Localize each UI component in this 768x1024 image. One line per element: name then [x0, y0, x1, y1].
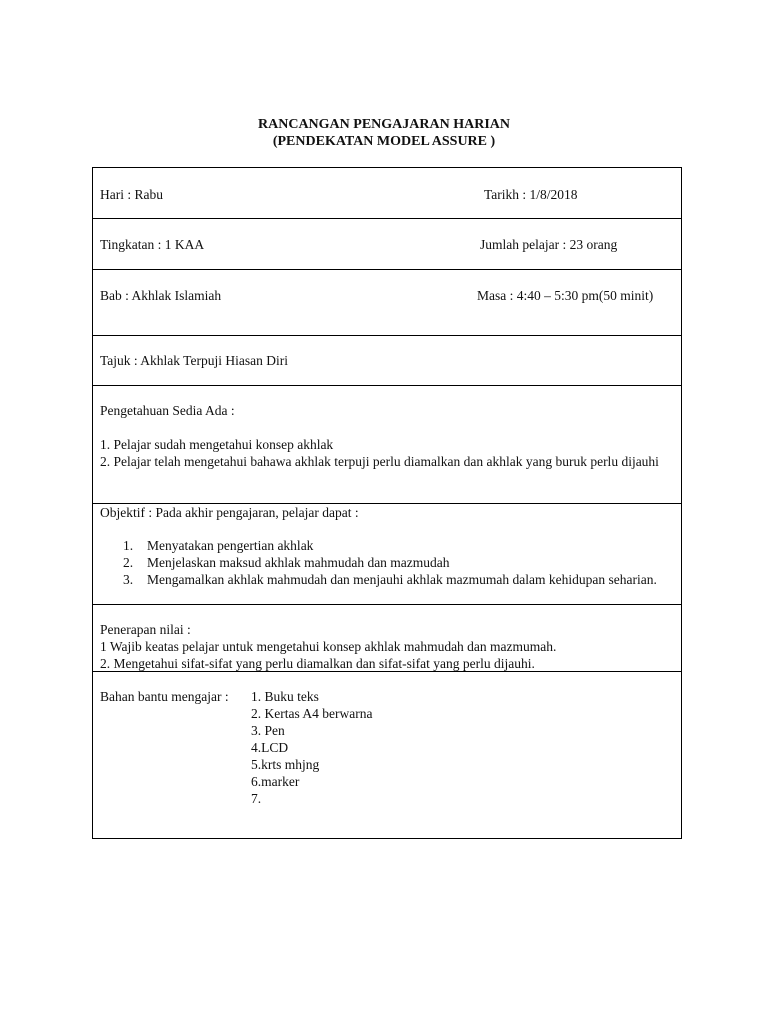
- hari-text: Hari : Rabu: [100, 187, 163, 202]
- penerapan-item-1: 1 Wajib keatas pelajar untuk mengetahui konsep akhlak mahmudah dan mazmumah.: [100, 639, 557, 654]
- tingkatan-text: Tingkatan : 1 KAA: [100, 237, 205, 252]
- penerapan-heading: Penerapan nilai :: [100, 622, 191, 637]
- objektif-item: 1. Menyatakan pengertian akhlak: [123, 538, 314, 553]
- bahan-item: 7.: [251, 791, 262, 806]
- bahan-item: 2. Kertas A4 berwarna: [251, 706, 373, 721]
- title-line-1: RANCANGAN PENGAJARAN HARIAN: [258, 117, 510, 132]
- row-objektif: [93, 503, 681, 604]
- title-line-2: (PENDEKATAN MODEL ASSURE ): [272, 134, 496, 149]
- tajuk-text: Tajuk : Akhlak Terpuji Hiasan Diri: [100, 353, 288, 368]
- bahan-list: [251, 688, 372, 807]
- row-tajuk: [93, 335, 681, 385]
- row-hari-tarikh: [93, 168, 681, 218]
- penerapan-item-2: 2. Mengetahui sifat-sifat yang perlu diamalkan dan sifat-sifat yang perlu dijauhi.: [100, 656, 535, 671]
- jumlah-text: Jumlah pelajar : 23 orang: [480, 237, 618, 252]
- pengetahuan-heading: Pengetahuan Sedia Ada :: [100, 403, 235, 418]
- bahan-item: 3. Pen: [251, 723, 285, 738]
- pengetahuan-item-1: 1. Pelajar sudah mengetahui konsep akhlak: [100, 437, 334, 452]
- bahan-item: 6.marker: [251, 774, 300, 789]
- lesson-plan-table: [92, 167, 682, 839]
- bahan-item: 4.LCD: [251, 740, 289, 755]
- row-tingkatan-jumlah: [93, 218, 681, 269]
- objektif-item: 3. Mengamalkan akhlak mahmudah dan menjauhi akhlak mazmumah dalam kehidupan seharian.: [123, 572, 657, 587]
- row-bahan: [93, 671, 681, 838]
- bab-text: Bab : Akhlak Islamiah: [100, 288, 222, 303]
- objektif-list: [123, 537, 673, 588]
- row-pengetahuan: [93, 385, 681, 503]
- bahan-item: 5.krts mhjng: [251, 757, 320, 772]
- row-bab-masa: [93, 269, 681, 335]
- objektif-heading: Objektif : Pada akhir pengajaran, pelajar dapat :: [100, 505, 359, 520]
- objektif-item: 2. Menjelaskan maksud akhlak mahmudah dan mazmudah: [123, 555, 450, 570]
- row-penerapan: [93, 604, 681, 671]
- tarikh-text: Tarikh : 1/8/2018: [484, 187, 578, 202]
- pengetahuan-item-2: 2. Pelajar telah mengetahui bahawa akhlak terpuji perlu diamalkan dan akhlak yang buruk perlu dijauhi: [100, 454, 659, 469]
- document-title: [0, 116, 768, 150]
- masa-text: Masa : 4:40 – 5:30 pm(50 minit): [477, 288, 654, 303]
- bahan-label: Bahan bantu mengajar :: [100, 689, 229, 704]
- bahan-item: 1. Buku teks: [251, 689, 319, 704]
